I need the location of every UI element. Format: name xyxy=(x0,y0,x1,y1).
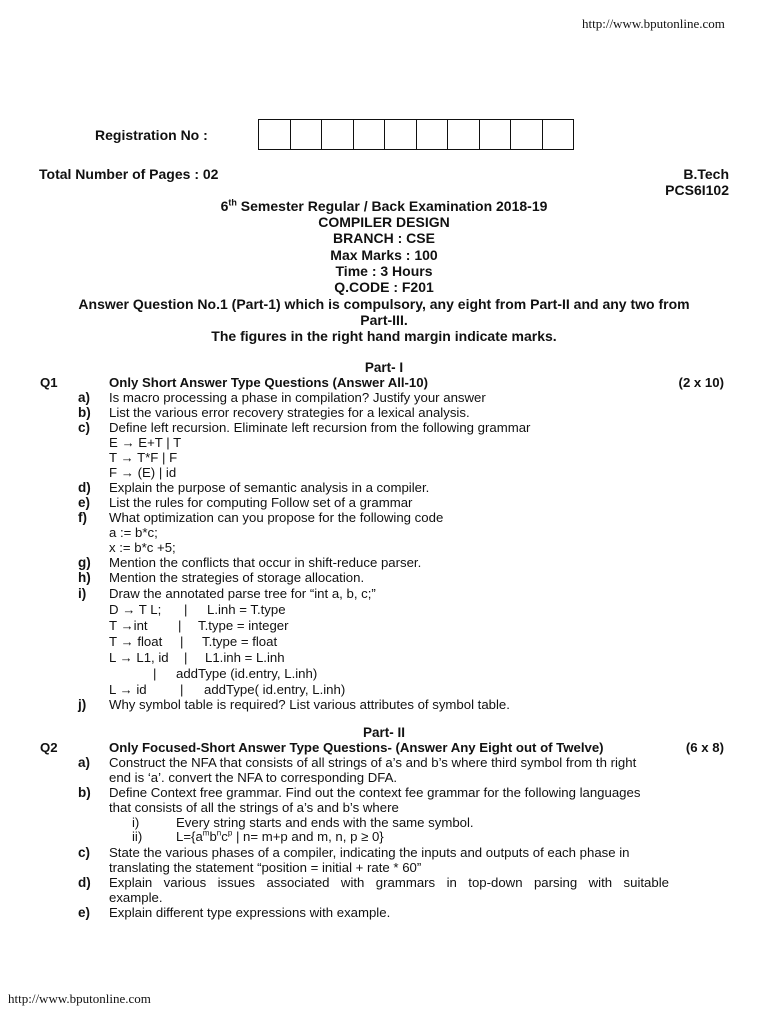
registration-box xyxy=(480,120,512,149)
semester-superscript: th xyxy=(228,197,237,208)
instruction-line-2: Part-III. xyxy=(360,312,408,328)
q1c-label: c) xyxy=(78,420,91,435)
q2d-text-line-2: example. xyxy=(109,890,163,905)
q1i-rule: T.type = integer xyxy=(198,618,289,633)
q2b-sub-i-text: Every string starts and ends with the same symbol. xyxy=(176,815,474,830)
q1-marks: (2 x 10) xyxy=(678,375,724,390)
q1f-code-line: x := b*c +5; xyxy=(109,540,176,555)
q2b-lang-part: c xyxy=(221,829,228,844)
q1h-label: h) xyxy=(78,570,91,585)
q2b-superscript: p xyxy=(227,828,233,838)
q2d-text: Explain various issues associated with grammars in top-down parsing with suitable xyxy=(109,875,669,890)
q1d-label: d) xyxy=(78,480,91,495)
q1i-production: T →int xyxy=(109,618,148,633)
q2b-sub-i-label: i) xyxy=(132,815,140,830)
degree: B.Tech xyxy=(683,166,729,182)
q1i-rule: L1.inh = L.inh xyxy=(205,650,285,665)
q1c-grammar-line: T → T*F | F xyxy=(109,450,178,465)
semester-line xyxy=(0,198,768,215)
q1i-separator: | xyxy=(153,666,157,681)
q2b-lang-part: | n= m+p and m, n, p ≥ 0} xyxy=(232,829,384,844)
instruction-line-1: Answer Question No.1 (Part-1) which is compulsory, any eight from Part-II and any two from xyxy=(78,296,690,312)
q2e-text: Explain different type expressions with example. xyxy=(109,905,391,920)
q2c-label: c) xyxy=(78,845,91,860)
q1f-text: What optimization can you propose for the following code xyxy=(109,510,444,525)
q2d-label: d) xyxy=(78,875,91,890)
semester-number: 6 xyxy=(220,198,229,214)
total-pages: Total Number of Pages : 02 xyxy=(39,166,219,182)
registration-box xyxy=(354,120,386,149)
q1e-label: e) xyxy=(78,495,91,510)
q2e-label: e) xyxy=(78,905,91,920)
q1c-grammar-line: F → (E) | id xyxy=(109,465,177,480)
q1g-label: g) xyxy=(78,555,91,570)
q1i-production: T → float xyxy=(109,634,163,649)
q2b-lang-part: L={a xyxy=(176,829,203,844)
q1j-label: j) xyxy=(78,697,87,712)
q2b-text-line-1: Define Context free grammar. Find out the context fee grammar for the following languages xyxy=(109,785,641,800)
q1i-production: L → L1, id xyxy=(109,650,169,665)
time: Time : 3 Hours xyxy=(335,263,433,279)
q1-heading: Only Short Answer Type Questions (Answer All-10) xyxy=(109,375,428,390)
q1i-rule: T.type = float xyxy=(202,634,278,649)
q2a-label: a) xyxy=(78,755,91,770)
q2d-text-line-1 xyxy=(109,875,669,890)
subject-title: COMPILER DESIGN xyxy=(318,214,450,230)
q2b-superscript: m xyxy=(202,828,210,838)
q2-heading: Only Focused-Short Answer Type Questions- (Answer Any Eight out of Twelve) xyxy=(109,740,604,755)
q1i-separator: | xyxy=(180,682,184,697)
registration-box xyxy=(511,120,543,149)
q1b-text: List the various error recovery strategies for a lexical analysis. xyxy=(109,405,470,420)
q1c-grammar-line: E → E+T | T xyxy=(109,435,182,450)
registration-number-boxes xyxy=(258,119,574,150)
q2-marks: (6 x 8) xyxy=(685,740,724,755)
q1f-code-line: a := b*c; xyxy=(109,525,158,540)
q2a-text-line-1: Construct the NFA that consists of all strings of a’s and b’s where third symbol from th right xyxy=(109,755,637,770)
q1i-label: i) xyxy=(78,586,87,601)
q2c-text-line-2: translating the statement “position = initial + rate * 60” xyxy=(109,860,422,875)
q1h-text: Mention the strategies of storage allocation. xyxy=(109,570,365,585)
registration-box xyxy=(291,120,323,149)
q1i-separator: | xyxy=(184,650,188,665)
q1g-text: Mention the conflicts that occur in shift-reduce parser. xyxy=(109,555,422,570)
q1b-label: b) xyxy=(78,405,91,420)
registration-box xyxy=(417,120,449,149)
q1i-rule: addType( id.entry, L.inh) xyxy=(204,682,346,697)
registration-box xyxy=(322,120,354,149)
q2b-label: b) xyxy=(78,785,91,800)
q1i-separator: | xyxy=(178,618,182,633)
q1i-production: D → T L; xyxy=(109,602,162,617)
semester-rest: Semester Regular / Back Examination 2018-19 xyxy=(236,198,548,214)
q1c-text: Define left recursion. Eliminate left recursion from the following grammar xyxy=(109,420,531,435)
q1i-rule: L.inh = T.type xyxy=(207,602,286,617)
top-watermark-url[interactable]: http://www.bputonline.com xyxy=(582,16,725,31)
registration-box xyxy=(448,120,480,149)
q1e-text: List the rules for computing Follow set of a grammar xyxy=(109,495,413,510)
part-2-title: Part- II xyxy=(362,725,405,740)
registration-box xyxy=(543,120,575,149)
registration-label: Registration No : xyxy=(95,127,208,143)
q1-number: Q1 xyxy=(40,375,58,390)
bottom-watermark-url[interactable]: http://www.bputonline.com xyxy=(8,991,151,1006)
registration-box xyxy=(259,120,291,149)
q1i-text: Draw the annotated parse tree for “int a, b, c;” xyxy=(109,586,376,601)
branch: BRANCH : CSE xyxy=(333,230,435,246)
part-1-title: Part- I xyxy=(364,360,404,375)
q1a-text: Is macro processing a phase in compilation? Justify your answer xyxy=(109,390,486,405)
q1j-text: Why symbol table is required? List various attributes of symbol table. xyxy=(109,697,510,712)
q2b-sub-ii-text xyxy=(176,829,384,844)
q1i-separator: | xyxy=(184,602,188,617)
q1f-label: f) xyxy=(78,510,87,525)
q1i-rule: addType (id.entry, L.inh) xyxy=(176,666,318,681)
q2b-superscript: n xyxy=(216,828,222,838)
q2c-text-line-1: State the various phases of a compiler, indicating the inputs and outputs of each phase in xyxy=(109,845,630,860)
course-code: PCS6I102 xyxy=(665,182,729,198)
registration-box xyxy=(385,120,417,149)
q1i-production: L → id xyxy=(109,682,147,697)
question-code: Q.CODE : F201 xyxy=(334,279,434,295)
q1d-text: Explain the purpose of semantic analysis in a compiler. xyxy=(109,480,430,495)
q2b-sub-ii-label: ii) xyxy=(132,829,143,844)
q2a-text-line-2: end is ‘a’. convert the NFA to corresponding DFA. xyxy=(109,770,398,785)
q1i-separator: | xyxy=(180,634,184,649)
instruction-line-3: The figures in the right hand margin indicate marks. xyxy=(211,328,557,344)
q1a-label: a) xyxy=(78,390,91,405)
q2b-text-line-2: that consists of all the strings of a’s and b’s where xyxy=(109,800,399,815)
q2-number: Q2 xyxy=(40,740,58,755)
max-marks: Max Marks : 100 xyxy=(330,247,438,263)
q2b-lang-part: b xyxy=(209,829,217,844)
